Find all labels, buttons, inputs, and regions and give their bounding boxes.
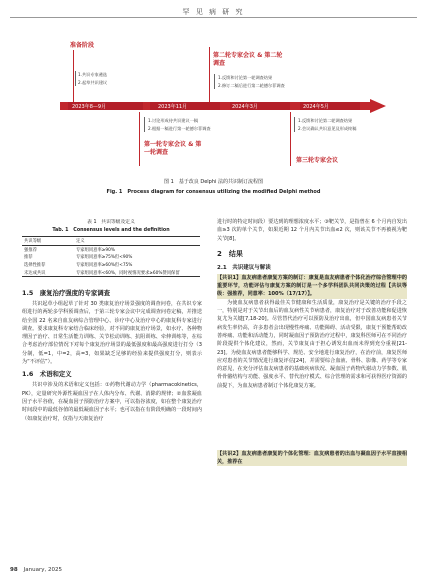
table-caption-en: Tab. 1 Consensus levels and the definition: [52, 228, 170, 233]
table-cell: 强推荐: [24, 247, 37, 253]
r3-item-2: 2.会议确认共识意见及形成终稿: [298, 126, 357, 131]
table-header-level: 共识等级: [22, 237, 74, 246]
timeline-r2-line: [209, 47, 210, 104]
page-number: 98: [10, 567, 18, 573]
issue-date: January, 2025: [23, 567, 63, 573]
r1-item-1: 1.讨论形成待共识建议一稿: [148, 118, 199, 123]
phase-r3-label: 第三轮专家会议: [296, 157, 339, 164]
figure-caption-en: Fig. 1 Process diagram for consensus utilizing the modified Delphi method: [106, 189, 321, 195]
consensus-table: [22, 236, 200, 277]
date-2: 2023年11月: [158, 104, 188, 110]
recommendation-2: 【共识2】血友病患者康复的个体化管理：血友病患者的出血与凝血因子水平直接相关，推荐在: [217, 450, 407, 466]
right-column: [217, 218, 407, 466]
prep-item-1: 1.共识专家遴选: [78, 72, 108, 77]
r1-item-2: 2.根据一稿进行第一轮德尔菲调查: [148, 126, 211, 131]
date-4: 2024年5月: [303, 104, 329, 110]
journal-header: 罕 见 病 研 究: [182, 8, 245, 16]
section-1-5-text: 共识起草小组起草了针对 30 类康复治疗场景强度的调查问卷，在共识专家组进行的两轮多学科预调查后，于第三轮专家会议中完成调查问卷定稿，并推送给全国 22 名来自血友病综合管理中心、诊疗中心及治疗中心的康复科专家进行调查。要求康复科专家结合临床经验，对不同的康复治疗场景，如水疗、各种物理因子治疗、日常生活能力训练、关节松动训练、抗阻训练、牵伸训练等，在综合考虑治疗部位情况下对每个康复治疗场景的最低强度和最高强度进行打分（3 分制，低=1，中=2，高=3，如果缺乏足够的经验来提供强度打分，则表示为“不评估”）。: [22, 301, 202, 366]
date-1: 2023年8—9月: [72, 104, 107, 110]
r2-items-bracket: [214, 74, 217, 89]
table-caption-cn: 表 1 共识等级及定义: [87, 220, 135, 225]
table-row: [22, 261, 200, 269]
intro-text: 进行时的特定时间段）要达到的理想浓度水平；③靶关节，是指曾在 6 个月内自发出血≥3 次的单个关节，如果近期 12 个月内关节出血≤2 次，则该关节不再被视为靶关节[8]。: [217, 219, 407, 242]
date-3: 2024年3月: [232, 104, 258, 110]
table-row: [22, 254, 200, 262]
recommendation-1: 【共识1】血友病患者康复方案的制订：康复是血友病患者个体化治疗综合管理中的重要环节，功能评估与康复方案的制订是一个多学科团队共同决策的过程【共识等级：强推荐，同意率：100%（17/17）】。: [217, 274, 407, 298]
prep-items-bracket: [75, 71, 78, 86]
table-row: [22, 269, 200, 277]
left-column: [22, 288, 202, 453]
table-cell: 选择性推荐: [24, 262, 46, 268]
phase-r2-label: 第二轮专家会议 & 第二轮调查: [213, 52, 283, 67]
phase-r1-label: 第一轮专家会议 & 第一轮调查: [144, 141, 202, 156]
timeline-r3-line: [290, 112, 291, 166]
table-cell: 未达成共识: [22, 269, 74, 277]
r3-item-1: 1.反馈和讨论第二轮调查结果: [298, 118, 353, 123]
section-1-6-text: 共识中涉及的术语和定义包括：①药物代谢动力学（pharmacokinetics，PK），定量研究外源性凝血因子在人体内分布、代谢、消除的规律；②血浆凝血因子水平谷值，在凝血因子预防治疗方案中，可以指谷浓度，如在整个康复治疗时间段中的最低谷值的最低凝血因子水平；也可以指在有阶段明确的一段时间内（如康复治疗时，仅指与天康复治疗: [22, 382, 202, 422]
timeline-arrow: [60, 99, 390, 113]
timeline-left-line: [73, 50, 74, 104]
table-cell: 专家组同意率<60%，同时视情况要求≥60%赞同保留: [74, 269, 200, 277]
table-cell: 专家组同意率≥75%但<90%: [76, 255, 133, 261]
recommendation-1-detail: 为使血友病患者获得最佳关节健康和生活质量，康复治疗是关键的治疗手段之一，特别是对于关节出血后的血友病性关节病患者，康复治疗对于改善功能和促进恢复尤为关键[7,18-20]。尽管替代治疗可以预防及治疗出血，但中国血友病患者关节病发生率仍高，许多患者会出现慢性疼痛、功能障碍、活动受限，康复干预能帮助改善疼痛、功能和活动能力，同时凝血因子预防治疗过程中，康复科医师可在不同治疗阶段提供个体化建议，然而，关节康复由于担心诱发出血而未得到充分重视[21-23]。为使血友病患者能够科学、规范、安全地进行康复治疗，在治疗前，康复医师应对患者的关节情况进行康复评估[24]，并需要综合血液、骨科、影像、药学等专家的意见，在充分评估血友病患者的基础疾病状况、凝血因子药物代谢动力学参数、肌骨骨骼结构与功能、强度水平、替代治疗模式、综合管理的需求和可获得医疗资源的前提下，为血友病患者制订个体化康复方案。: [217, 299, 407, 389]
section-2-title: 2 结果: [217, 249, 243, 258]
section-2-1-title: 2.1 共识建议与解读: [217, 264, 271, 271]
r2-item-2: 2.修订二稿后进行第二轮德尔菲调查: [218, 83, 285, 88]
section-1-6-title: 1.6 术语和定义: [22, 370, 72, 379]
page-footer: [10, 567, 62, 573]
section-1-5-title: 1.5 康复治疗强度的专家调查: [22, 289, 111, 297]
timeline-r1-line: [139, 112, 140, 166]
table-cell: 推荐: [24, 255, 33, 261]
r2-item-1: 1.反馈和讨论第一轮调查结果: [218, 75, 273, 80]
table-cell: 专家组同意率≥90%: [76, 247, 115, 253]
figure-caption-cn: 图 1 基于改良 Delphi 法的共识制订流程图: [164, 179, 263, 185]
table-cell: 专家组同意率≥60%但<75%: [76, 262, 133, 268]
phase-prep-label: 准备阶段: [70, 42, 95, 49]
table-row: [22, 246, 200, 254]
r1-items-bracket: [144, 117, 147, 132]
process-flowchart: [0, 0, 427, 240]
prep-item-2: 2.起草共识建议: [78, 80, 108, 85]
r3-items-bracket: [294, 117, 297, 132]
table-header-definition: 定义: [74, 237, 200, 246]
